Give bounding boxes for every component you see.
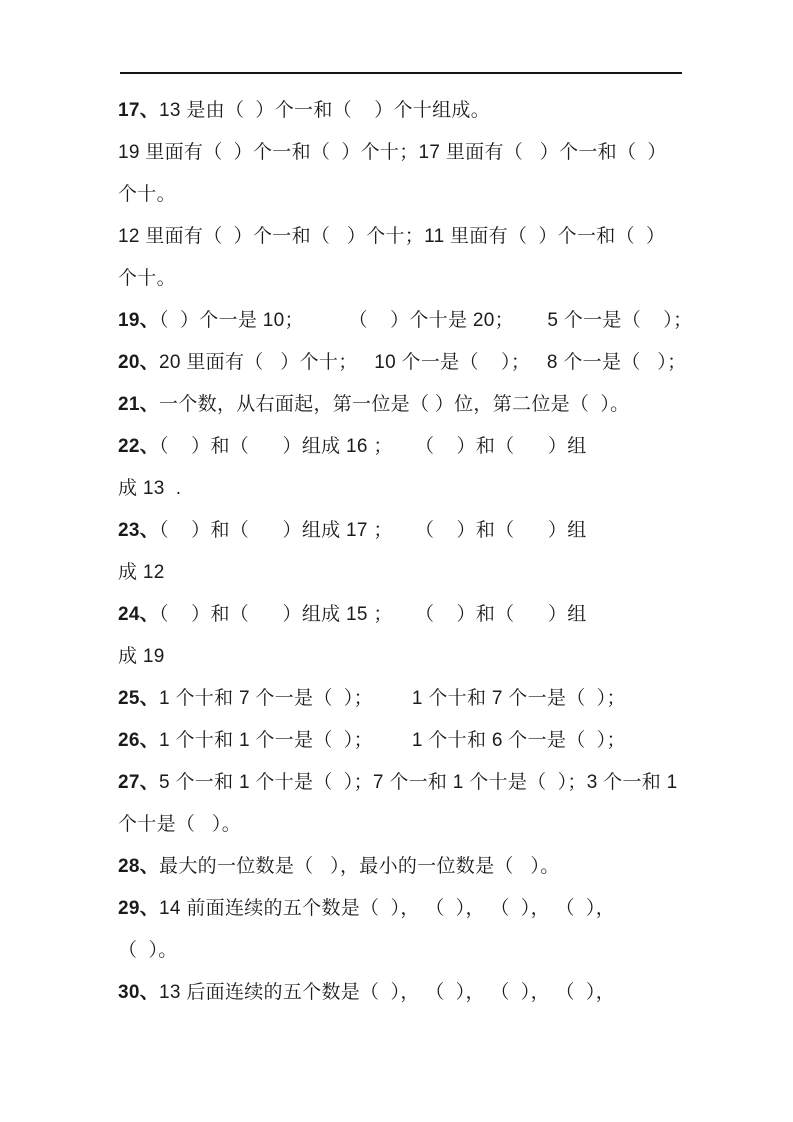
question-text: 12 里面有（ ）个一和（ ）个十；11 里面有（ ）个一和（ ） <box>118 226 666 247</box>
question-list <box>118 90 698 1014</box>
question-line <box>118 216 698 258</box>
question-line <box>118 510 698 552</box>
question-number: 19、 <box>118 310 160 331</box>
question-number: 29、 <box>118 898 160 919</box>
question-text: 个十。 <box>118 268 176 289</box>
question-text: 13 后面连续的五个数是（ ）， （ ）， （ ）， （ ）， <box>159 982 616 1003</box>
question-number: 27、 <box>118 772 160 793</box>
question-text: 5 个一和 1 个十是（ ）；7 个一和 1 个十是（ ）；3 个一和 1 <box>159 772 678 793</box>
question-text: 20 里面有（ ）个十； 10 个一是（ ）； 8 个一是（ ）； <box>159 352 687 373</box>
question-text: 个十是（ ）。 <box>118 814 242 835</box>
question-line <box>118 804 698 846</box>
question-line <box>118 552 698 594</box>
question-line <box>118 888 698 930</box>
question-number: 17、 <box>118 100 160 121</box>
question-text: 1 个十和 1 个一是（ ）； 1 个十和 6 个一是（ ）； <box>159 730 626 751</box>
question-line <box>118 132 698 174</box>
question-number: 23、 <box>118 520 160 541</box>
question-text: （ ）和（ ）组成 16 ； （ ）和（ ）组 <box>159 436 587 457</box>
question-text: 成 19 <box>118 646 165 667</box>
question-text: （ ）和（ ）组成 15 ； （ ）和（ ）组 <box>159 604 587 625</box>
question-line <box>118 594 698 636</box>
question-text: （ ）和（ ）组成 17 ； （ ）和（ ）组 <box>159 520 587 541</box>
question-text: 最大的一位数是（ ），最小的一位数是（ ）。 <box>159 856 560 877</box>
question-line <box>118 426 698 468</box>
question-text: （ ）个一是 10； （ ）个十是 20； 5 个一是（ ）； <box>159 310 693 331</box>
question-line <box>118 342 698 384</box>
top-divider <box>120 72 682 74</box>
question-line <box>118 762 698 804</box>
question-line <box>118 468 698 510</box>
question-line <box>118 90 698 132</box>
question-text: 一个数，从右面起，第一位是（ ）位，第二位是（ ）。 <box>159 394 630 415</box>
question-text: 1 个十和 7 个一是（ ）； 1 个十和 7 个一是（ ）； <box>159 688 626 709</box>
question-text: 19 里面有（ ）个一和（ ）个十；17 里面有（ ）个一和（ ） <box>118 142 667 163</box>
question-number: 24、 <box>118 604 160 625</box>
question-text: （ ）。 <box>118 940 178 961</box>
question-text: 13 是由（ ）个一和（ ）个十组成。 <box>159 100 491 121</box>
question-line <box>118 300 698 342</box>
question-line <box>118 384 698 426</box>
question-line <box>118 174 698 216</box>
question-line <box>118 636 698 678</box>
question-number: 25、 <box>118 688 160 709</box>
question-text: 14 前面连续的五个数是（ ）， （ ）， （ ）， （ ）， <box>159 898 616 919</box>
question-line <box>118 972 698 1014</box>
question-line <box>118 678 698 720</box>
question-line <box>118 846 698 888</box>
question-line <box>118 720 698 762</box>
question-line <box>118 258 698 300</box>
question-number: 28、 <box>118 856 160 877</box>
question-number: 20、 <box>118 352 160 373</box>
question-number: 26、 <box>118 730 160 751</box>
question-text: 成 12 <box>118 562 165 583</box>
question-number: 30、 <box>118 982 160 1003</box>
question-number: 22、 <box>118 436 160 457</box>
question-line <box>118 930 698 972</box>
question-text: 个十。 <box>118 184 176 205</box>
question-number: 21、 <box>118 394 160 415</box>
question-text: 成 13 . <box>118 478 182 499</box>
